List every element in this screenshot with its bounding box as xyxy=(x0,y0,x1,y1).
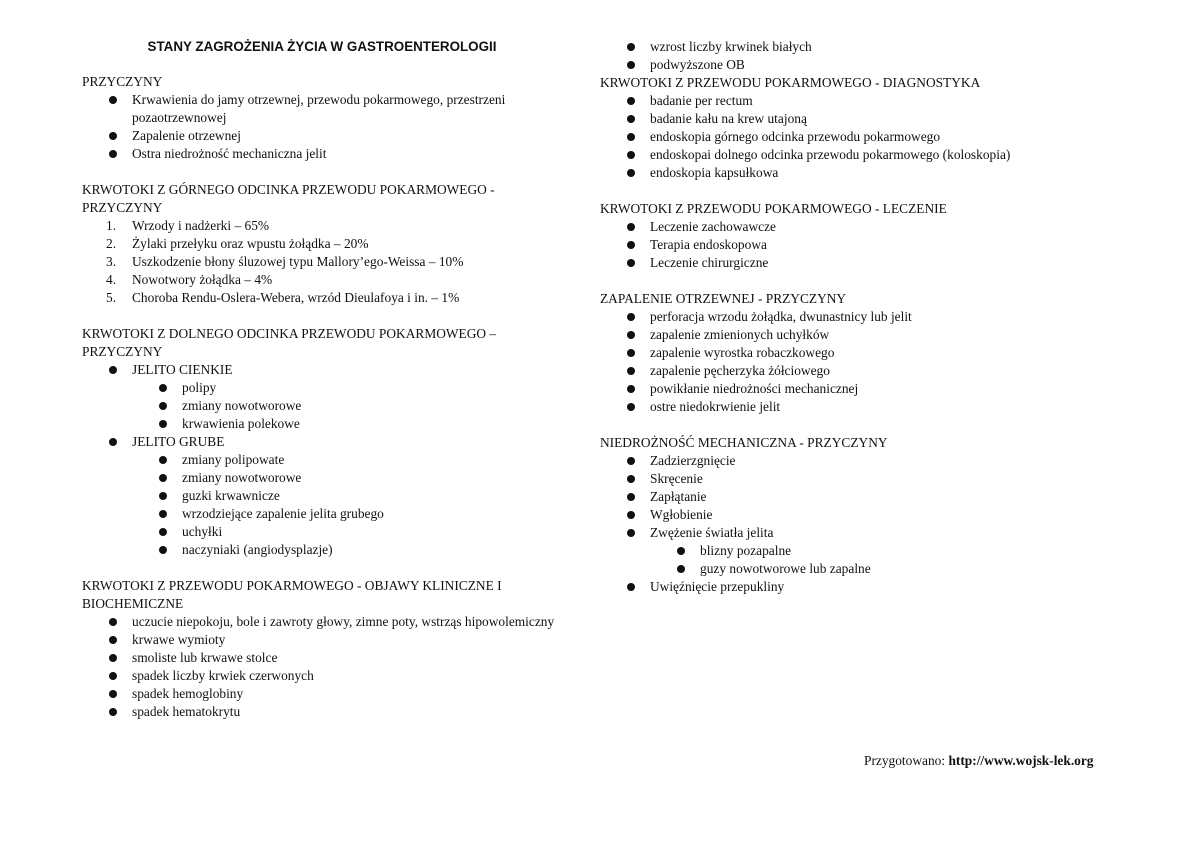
list-item: 4. Nowotwory żołądka – 4% xyxy=(106,272,273,287)
list-item: Leczenie zachowawcze xyxy=(600,218,1100,236)
footer-label: Przygotowano: xyxy=(864,753,946,768)
list-item: zapalenie zmienionych uchyłków xyxy=(600,326,1100,344)
list-item: 3. Uszkodzenie błony śluzowej typu Mallory’ego-Weissa – 10% xyxy=(106,254,464,269)
list-item: uczucie niepokoju, bole i zawroty głowy, zimne poty, wstrząs hipowolemiczny xyxy=(82,613,562,631)
section-title-diagnostyka: KRWOTOKI Z PRZEWODU POKARMOWEGO - DIAGNOSTYKA xyxy=(600,75,981,90)
list-item: Zadzierzgnięcie xyxy=(600,452,1100,470)
right-column xyxy=(600,38,1100,596)
list-item: powikłanie niedrożności mechanicznej xyxy=(600,380,1100,398)
list-item: badanie per rectum xyxy=(600,92,1100,110)
list-item: spadek hemoglobiny xyxy=(82,685,562,703)
list-item: JELITO CIENKIE xyxy=(82,361,562,379)
list-item: guzy nowotworowe lub zapalne xyxy=(600,560,1100,578)
list-item: endoskopia kapsułkowa xyxy=(600,164,1100,182)
list-item: podwyższone OB xyxy=(600,56,1100,74)
list-item: Krwawienia do jamy otrzewnej, przewodu pokarmowego, przestrzeni pozaotrzewnowej xyxy=(82,91,562,127)
list-gorny xyxy=(82,217,562,307)
list-item: zmiany nowotworowe xyxy=(82,397,562,415)
list-item: endoskopai dolnego odcinka przewodu pokarmowego (koloskopia) xyxy=(600,146,1100,164)
list-item: krwawienia polekowe xyxy=(82,415,562,433)
list-item: spadek hematokrytu xyxy=(82,703,562,721)
left-column xyxy=(82,38,562,721)
list-item: JELITO GRUBE xyxy=(82,433,562,451)
document-title: STANY ZAGROŻENIA ŻYCIA W GASTROENTEROLOGII xyxy=(147,39,497,54)
sublist-jelito-cienkie xyxy=(82,379,562,433)
list-item: Leczenie chirurgiczne xyxy=(600,254,1100,272)
list-item: Ostra niedrożność mechaniczna jelit xyxy=(82,145,562,163)
list-item: perforacja wrzodu żołądka, dwunastnicy lub jelit xyxy=(600,308,1100,326)
list-item: Zwężenie światła jelita xyxy=(600,524,1100,542)
list-item: 2. Żylaki przełyku oraz wpustu żołądka – 20% xyxy=(106,236,369,251)
section-title-objawy: KRWOTOKI Z PRZEWODU POKARMOWEGO - OBJAWY KLINICZNE I BIOCHEMICZNE xyxy=(82,578,502,611)
list-objawy-continued xyxy=(600,38,1100,74)
list-item: Terapia endoskopowa xyxy=(600,236,1100,254)
section-title-dolny: KRWOTOKI Z DOLNEGO ODCINKA PRZEWODU POKARMOWEGO – PRZYCZYNY xyxy=(82,326,497,359)
footer-link[interactable]: http://www.wojsk-lek.org xyxy=(948,753,1094,768)
list-leczenie xyxy=(600,218,1100,272)
list-zapalenie xyxy=(600,308,1100,416)
list-item: zmiany polipowate xyxy=(82,451,562,469)
list-niedroznosc-2 xyxy=(600,578,1100,596)
list-dolny xyxy=(82,361,562,379)
sublist-zwezenie xyxy=(600,542,1100,578)
section-title-niedroznosc: NIEDROŻNOŚĆ MECHANICZNA - PRZYCZYNY xyxy=(600,435,888,450)
list-item: Zapalenie otrzewnej xyxy=(82,127,562,145)
list-dolny-2 xyxy=(82,433,562,451)
footer-credit xyxy=(864,752,1164,770)
list-item: Zapłątanie xyxy=(600,488,1100,506)
list-item: 1. Wrzody i nadżerki – 65% xyxy=(106,218,270,233)
list-item: krwawe wymioty xyxy=(82,631,562,649)
list-objawy xyxy=(82,613,562,721)
section-title-gorny: KRWOTOKI Z GÓRNEGO ODCINKA PRZEWODU POKARMOWEGO - PRZYCZYNY xyxy=(82,182,495,215)
sublist-jelito-grube xyxy=(82,451,562,559)
list-item: 5. Choroba Rendu-Oslera-Webera, wrzód Dieulafoya i in. – 1% xyxy=(106,290,460,305)
section-title-leczenie: KRWOTOKI Z PRZEWODU POKARMOWEGO - LECZENIE xyxy=(600,201,947,216)
list-item: zmiany nowotworowe xyxy=(82,469,562,487)
list-item: spadek liczby krwiek czerwonych xyxy=(82,667,562,685)
list-item: uchyłki xyxy=(82,523,562,541)
list-item: Skręcenie xyxy=(600,470,1100,488)
list-item: zapalenie pęcherzyka żółciowego xyxy=(600,362,1100,380)
list-item: Uwięźnięcie przepukliny xyxy=(600,578,1100,596)
list-przyczyny xyxy=(82,91,562,163)
list-niedroznosc xyxy=(600,452,1100,542)
list-item: badanie kału na krew utajoną xyxy=(600,110,1100,128)
list-item: smoliste lub krwawe stolce xyxy=(82,649,562,667)
list-item: polipy xyxy=(82,379,562,397)
list-item: guzki krwawnicze xyxy=(82,487,562,505)
list-item: zapalenie wyrostka robaczkowego xyxy=(600,344,1100,362)
section-title-przyczyny: PRZYCZYNY xyxy=(82,74,163,89)
list-diagnostyka xyxy=(600,92,1100,182)
list-item: naczyniaki (angiodysplazje) xyxy=(82,541,562,559)
list-item: blizny pozapalne xyxy=(600,542,1100,560)
list-item: Wgłobienie xyxy=(600,506,1100,524)
list-item: endoskopia górnego odcinka przewodu pokarmowego xyxy=(600,128,1100,146)
section-title-zapalenie: ZAPALENIE OTRZEWNEJ - PRZYCZYNY xyxy=(600,291,847,306)
list-item: wrzodziejące zapalenie jelita grubego xyxy=(82,505,562,523)
list-item: wzrost liczby krwinek białych xyxy=(600,38,1100,56)
list-item: ostre niedokrwienie jelit xyxy=(600,398,1100,416)
